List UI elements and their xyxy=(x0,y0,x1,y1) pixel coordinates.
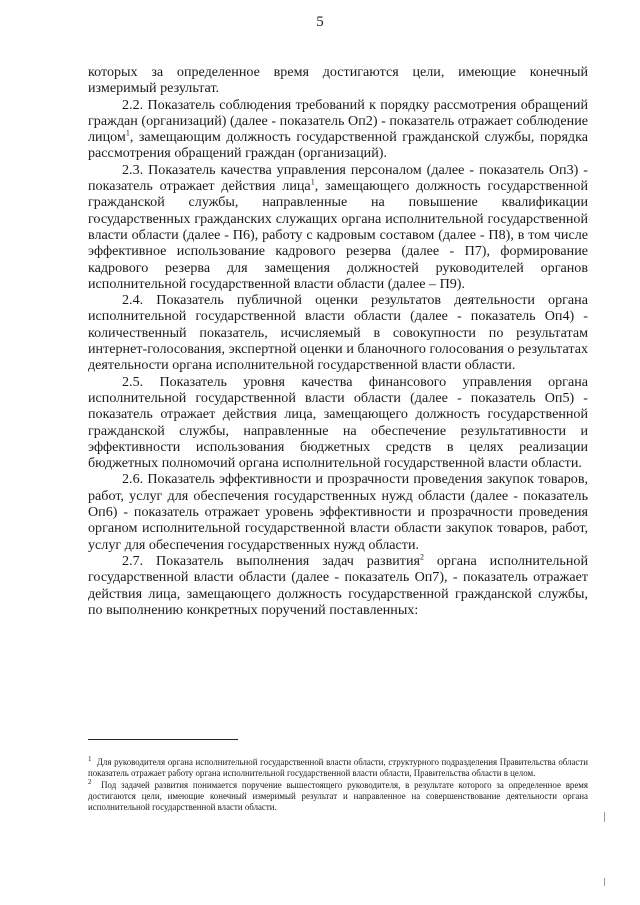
paragraph-2-2 xyxy=(88,97,588,162)
footnote-2 xyxy=(88,777,588,814)
footnote-reference: 1 xyxy=(310,177,315,187)
paragraph-text: 2.2. Показатель соблюдения требований к порядку рассмотрения обращений граждан (организаций) (далее - показатель Оп2) - показатель отражает соблюдение лицом xyxy=(88,96,588,146)
paragraph-continuation xyxy=(88,64,588,97)
paragraph-text: 2.3. Показатель качества управления персоналом (далее - показатель Оп3) - показатель отражает действия лица xyxy=(88,161,588,195)
footnote-divider xyxy=(88,739,238,740)
paragraph-2-3 xyxy=(88,162,588,292)
footnote-mark: 2 xyxy=(88,777,92,786)
paragraph-2-7 xyxy=(88,553,588,618)
paragraph-text: 2.7. Показатель выполнения задач развития xyxy=(122,552,420,569)
paragraph-2-6 xyxy=(88,471,588,552)
footnote-mark: 1 xyxy=(88,755,92,764)
footnotes xyxy=(88,757,588,813)
paragraph-text: органа исполнительной государственной власти области (далее - показатель Оп7), - показатель отражает действия лица, замещающего должность государственной гражданской службы, по выполнению конкретных поручений поставленных: xyxy=(88,552,588,618)
scan-artifact xyxy=(604,878,605,886)
paragraph-text: 2.6. Показатель эффективности и прозрачности проведения закупок товаров, работ, услуг для обеспечения государственных нужд области (далее - показатель Оп6) - показатель отражает уровень эффективности и прозрачности проведения органом исполнительной государственной власти области закупок товаров, работ, услуг для обеспечения государственных нужд области. xyxy=(88,471,588,553)
paragraph-2-5 xyxy=(88,374,588,472)
page-number: 5 xyxy=(316,14,324,30)
paragraph-text: 2.4. Показатель публичной оценки результатов деятельности органа исполнительной государственной власти области (далее - показатель Оп4) - количественный показатель, исчисляемый в совокупности по результатам интернет-голосования, экспертной оценки и бланочного голосования о результатах деятельности органа исполнительной государственной власти области. xyxy=(88,292,588,374)
scan-artifact xyxy=(604,812,605,822)
footnote-reference: 2 xyxy=(420,552,424,562)
paragraph-text: 2.5. Показатель уровня качества финансового управления органа исполнительной государственной власти области (далее - показатель Оп5) - показатель отражает действия лица, замещающего должность государственной гражданской службы, направленные на обеспечение результативности и эффективности использования бюджетных средств в целях реализации бюджетных полномочий органа исполнительной государственной власти области. xyxy=(88,373,588,472)
paragraph-2-4 xyxy=(88,292,588,373)
paragraph-text: , замещающим должность государственной гражданской службы, порядка рассмотрения обращений граждан (организаций). xyxy=(88,129,588,162)
paragraph-text: которых за определенное время достигаются цели, имеющие конечный измеримый результат. xyxy=(88,64,588,97)
paragraph-text: , замещающего должность государственной гражданской службы, направленные на повышение квалификации государственных гражданских служащих органа исполнительной государственной власти области (далее - П6), работу с кадровым составом (далее - П8), в том числе эффективное использование кадрового резерва (далее - П7), формирование кадрового резерва для замещения должностей руководителей органов исполнительной государственной власти области (далее – П9). xyxy=(88,178,588,292)
footnote-text: Под задачей развития понимается поручение вышестоящего руководителя, в результате которого за определенное время достигаются цели, имеющие конечный измеримый результат и направленное на совершенствование деятельности органа исполнительной государственной власти области. xyxy=(88,779,588,813)
footnote-reference: 1 xyxy=(125,128,130,138)
footnote-text: Для руководителя органа исполнительной государственной власти области, структурного подразделения Правительства области показатель отражает работу органа исполнительной государственной власти области, Правительства области в целом. xyxy=(88,757,588,779)
footnote-1 xyxy=(88,757,588,780)
document-body xyxy=(88,64,588,618)
